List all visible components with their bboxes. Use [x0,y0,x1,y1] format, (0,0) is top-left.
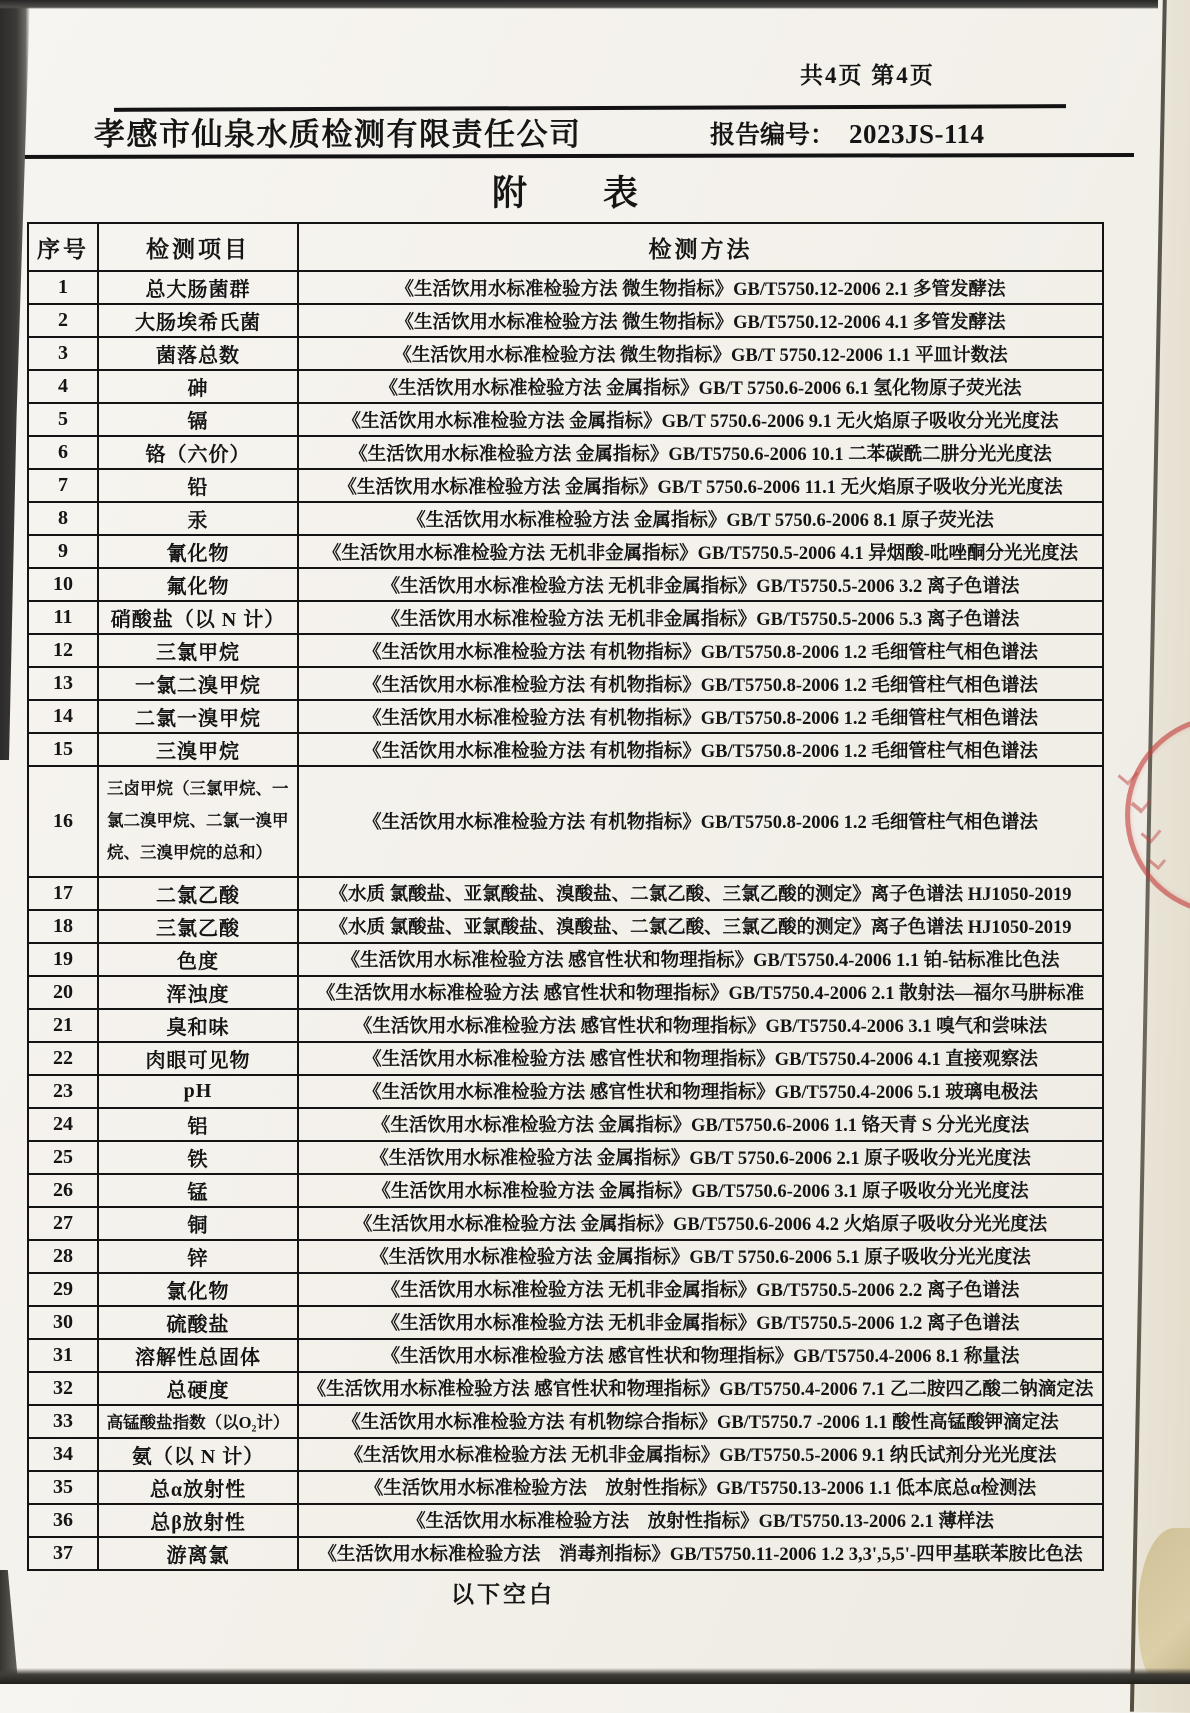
table-row [28,469,1103,502]
row-no: 1 [28,271,98,304]
row-no: 27 [28,1207,98,1240]
row-no: 14 [28,700,98,733]
row-no: 10 [28,568,98,601]
row-no: 25 [28,1141,98,1174]
row-no: 35 [28,1471,98,1504]
table-row [28,1273,1103,1306]
row-no: 5 [28,403,98,436]
row-item: 硫酸盐 [98,1306,298,1339]
row-item: 锰 [98,1174,298,1207]
row-no: 3 [28,337,98,370]
row-item: 一氯二溴甲烷 [98,667,298,700]
table-row [28,1240,1103,1273]
methods-table-body [28,271,1103,1570]
row-item: 铁 [98,1141,298,1174]
row-method: 《生活饮用水标准检验方法 金属指标》GB/T5750.6-2006 3.1 原子吸收分光光度法 [298,1174,1103,1207]
row-method: 《生活饮用水标准检验方法 感官性状和物理指标》GB/T5750.4-2006 2.1 散射法—福尔马肼标准 [298,976,1103,1009]
row-method: 《生活饮用水标准检验方法 无机非金属指标》GB/T5750.5-2006 1.2 离子色谱法 [298,1306,1103,1339]
table-row [28,502,1103,535]
row-method: 《生活饮用水标准检验方法 消毒剂指标》GB/T5750.11-2006 1.2 3,3',5,5'-四甲基联苯胺比色法 [298,1537,1103,1570]
scan-edge-left-bottom [0,1570,26,1684]
page-number-info: 共4页 第4页 [800,63,935,88]
row-method: 《生活饮用水标准检验方法 感官性状和物理指标》GB/T5750.4-2006 1.1 铂-钴标准比色法 [298,943,1103,976]
row-item: 总β放射性 [98,1504,298,1537]
row-method: 《生活饮用水标准检验方法 金属指标》GB/T5750.6-2006 1.1 铬天青 S 分光光度法 [298,1108,1103,1141]
row-no: 33 [28,1405,98,1438]
row-item: 硝酸盐（以 N 计） [98,601,298,634]
row-method: 《生活饮用水标准检验方法 金属指标》GB/T 5750.6-2006 2.1 原子吸收分光光度法 [298,1141,1103,1174]
table-row [28,568,1103,601]
row-method: 《生活饮用水标准检验方法 金属指标》GB/T 5750.6-2006 9.1 无火焰原子吸收分光光度法 [298,403,1103,436]
row-no: 7 [28,469,98,502]
row-method: 《生活饮用水标准检验方法 有机物指标》GB/T5750.8-2006 1.2 毛细管柱气相色谱法 [298,634,1103,667]
row-item: 三卤甲烷（三氯甲烷、一氯二溴甲烷、二氯一溴甲烷、三溴甲烷的总和） [98,766,298,877]
row-item: 游离氯 [98,1537,298,1570]
table-header-row [28,223,1103,271]
row-method: 《生活饮用水标准检验方法 无机非金属指标》GB/T5750.5-2006 3.2 离子色谱法 [298,568,1103,601]
table-row [28,910,1103,943]
row-no: 28 [28,1240,98,1273]
row-no: 34 [28,1438,98,1471]
row-item: 铜 [98,1207,298,1240]
scan-edge-top [0,0,1158,9]
table-row [28,943,1103,976]
report-number-value: 2023JS-114 [849,119,985,149]
row-no: 19 [28,943,98,976]
row-item: 二氯一溴甲烷 [98,700,298,733]
row-no: 4 [28,370,98,403]
table-row [28,1306,1103,1339]
row-item: 大肠埃希氏菌 [98,304,298,337]
row-item: 色度 [98,943,298,976]
row-item: 砷 [98,370,298,403]
row-item: 氯化物 [98,1273,298,1306]
row-no: 31 [28,1339,98,1372]
table-row [28,304,1103,337]
row-method: 《生活饮用水标准检验方法 微生物指标》GB/T5750.12-2006 2.1 多管发酵法 [298,271,1103,304]
row-item: 肉眼可见物 [98,1042,298,1075]
table-row [28,271,1103,304]
row-method: 《生活饮用水标准检验方法 感官性状和物理指标》GB/T5750.4-2006 8.1 称量法 [298,1339,1103,1372]
scan-edge-left [0,0,30,760]
row-method: 《生活饮用水标准检验方法 金属指标》GB/T 5750.6-2006 8.1 原子荧光法 [298,502,1103,535]
table-row [28,1339,1103,1372]
row-no: 17 [28,877,98,910]
row-no: 23 [28,1075,98,1108]
scan-edge-bottom [0,1668,1190,1684]
row-method: 《水质 氯酸盐、亚氯酸盐、溴酸盐、二氯乙酸、三氯乙酸的测定》离子色谱法 HJ1050-2019 [298,877,1103,910]
row-method: 《生活饮用水标准检验方法 微生物指标》GB/T5750.12-2006 4.1 多管发酵法 [298,304,1103,337]
row-item: 镉 [98,403,298,436]
row-item: 三氯乙酸 [98,910,298,943]
row-method: 《生活饮用水标准检验方法 无机非金属指标》GB/T5750.5-2006 2.2 离子色谱法 [298,1273,1103,1306]
table-row [28,634,1103,667]
test-methods-table [27,222,1104,1571]
table-row [28,700,1103,733]
blank-below-note: 以下空白 [451,1582,555,1607]
table-row [28,1372,1103,1405]
row-item: 氟化物 [98,568,298,601]
row-no: 22 [28,1042,98,1075]
row-item: 氨（以 N 计） [98,1438,298,1471]
row-item: 溶解性总固体 [98,1339,298,1372]
row-method: 《生活饮用水标准检验方法 微生物指标》GB/T 5750.12-2006 1.1 平皿计数法 [298,337,1103,370]
table-row [28,1042,1103,1075]
column-header-method: 检测方法 [298,223,1103,271]
row-method: 《生活饮用水标准检验方法 感官性状和物理指标》GB/T5750.4-2006 4.1 直接观察法 [298,1042,1103,1075]
row-item: 三氯甲烷 [98,634,298,667]
row-method: 《生活饮用水标准检验方法 无机非金属指标》GB/T5750.5-2006 9.1 纳氏试剂分光光度法 [298,1438,1103,1471]
table-row [28,1108,1103,1141]
table-row [28,337,1103,370]
table-row [28,766,1103,877]
row-method: 《生活饮用水标准检验方法 金属指标》GB/T 5750.6-2006 5.1 原子吸收分光光度法 [298,1240,1103,1273]
row-no: 15 [28,733,98,766]
table-row [28,1438,1103,1471]
row-method: 《生活饮用水标准检验方法 金属指标》GB/T 5750.6-2006 6.1 氢化物原子荧光法 [298,370,1103,403]
table-row [28,1537,1103,1570]
table-row [28,976,1103,1009]
row-item: 铬（六价） [98,436,298,469]
row-method: 《生活饮用水标准检验方法 无机非金属指标》GB/T5750.5-2006 4.1 异烟酸-吡唑酮分光光度法 [298,535,1103,568]
table-row [28,1471,1103,1504]
row-no: 9 [28,535,98,568]
table-row [28,877,1103,910]
row-no: 12 [28,634,98,667]
company-name: 孝感市仙泉水质检测有限责任公司 [94,117,582,152]
row-item: 浑浊度 [98,976,298,1009]
row-item: 三溴甲烷 [98,733,298,766]
column-header-no: 序号 [28,223,98,271]
table-row [28,601,1103,634]
row-item: 高锰酸盐指数（以O₂计） [98,1405,298,1438]
row-method: 《生活饮用水标准检验方法 感官性状和物理指标》GB/T5750.4-2006 3.1 嗅气和尝味法 [298,1009,1103,1042]
row-method: 《生活饮用水标准检验方法 有机物指标》GB/T5750.8-2006 1.2 毛细管柱气相色谱法 [298,700,1103,733]
row-no: 26 [28,1174,98,1207]
report-number-label: 报告编号： [710,122,836,149]
page-title: 附 表 [491,174,640,213]
table-row [28,1174,1103,1207]
row-no: 11 [28,601,98,634]
row-method: 《生活饮用水标准检验方法 无机非金属指标》GB/T5750.5-2006 5.3 离子色谱法 [298,601,1103,634]
table-row [28,370,1103,403]
row-item: 总大肠菌群 [98,271,298,304]
table-row [28,403,1103,436]
row-item: 汞 [98,502,298,535]
table-row [28,1504,1103,1537]
row-no: 37 [28,1537,98,1570]
row-no: 2 [28,304,98,337]
report-number-line [710,115,1130,151]
row-no: 24 [28,1108,98,1141]
row-no: 30 [28,1306,98,1339]
row-no: 16 [28,766,98,877]
row-method: 《生活饮用水标准检验方法 有机物综合指标》GB/T5750.7 -2006 1.1 酸性高锰酸钾滴定法 [298,1405,1103,1438]
row-method: 《生活饮用水标准检验方法 放射性指标》GB/T5750.13-2006 2.1 薄样法 [298,1504,1103,1537]
row-item: 总α放射性 [98,1471,298,1504]
table-row [28,1009,1103,1042]
row-no: 32 [28,1372,98,1405]
table-row [28,1141,1103,1174]
row-item: 总硬度 [98,1372,298,1405]
table-row [28,1207,1103,1240]
row-item: 二氯乙酸 [98,877,298,910]
row-no: 6 [28,436,98,469]
table-row [28,436,1103,469]
row-no: 29 [28,1273,98,1306]
row-no: 36 [28,1504,98,1537]
row-item: 铅 [98,469,298,502]
row-no: 8 [28,502,98,535]
row-item: pH [98,1075,298,1108]
table-row [28,667,1103,700]
row-method: 《水质 氯酸盐、亚氯酸盐、溴酸盐、二氯乙酸、三氯乙酸的测定》离子色谱法 HJ1050-2019 [298,910,1103,943]
column-header-item: 检测项目 [98,223,298,271]
row-no: 21 [28,1009,98,1042]
row-no: 20 [28,976,98,1009]
row-method: 《生活饮用水标准检验方法 感官性状和物理指标》GB/T5750.4-2006 7.1 乙二胺四乙酸二钠滴定法 [298,1372,1103,1405]
table-row [28,1075,1103,1108]
table-row [28,1405,1103,1438]
row-method: 《生活饮用水标准检验方法 有机物指标》GB/T5750.8-2006 1.2 毛细管柱气相色谱法 [298,733,1103,766]
row-item: 臭和味 [98,1009,298,1042]
row-method: 《生活饮用水标准检验方法 金属指标》GB/T 5750.6-2006 11.1 无火焰原子吸收分光光度法 [298,469,1103,502]
red-seal-arc [1125,715,1190,915]
table-row [28,733,1103,766]
row-method: 《生活饮用水标准检验方法 有机物指标》GB/T5750.8-2006 1.2 毛细管柱气相色谱法 [298,766,1103,877]
row-item: 铝 [98,1108,298,1141]
row-method: 《生活饮用水标准检验方法 放射性指标》GB/T5750.13-2006 1.1 低本底总α检测法 [298,1471,1103,1504]
header-rule-bottom [0,153,1134,159]
table-row [28,535,1103,568]
row-item: 氰化物 [98,535,298,568]
row-item: 锌 [98,1240,298,1273]
row-method: 《生活饮用水标准检验方法 金属指标》GB/T5750.6-2006 4.2 火焰原子吸收分光光度法 [298,1207,1103,1240]
row-method: 《生活饮用水标准检验方法 金属指标》GB/T5750.6-2006 10.1 二苯碳酰二肼分光光度法 [298,436,1103,469]
row-no: 18 [28,910,98,943]
row-item: 菌落总数 [98,337,298,370]
row-method: 《生活饮用水标准检验方法 有机物指标》GB/T5750.8-2006 1.2 毛细管柱气相色谱法 [298,667,1103,700]
row-method: 《生活饮用水标准检验方法 感官性状和物理指标》GB/T5750.4-2006 5.1 玻璃电极法 [298,1075,1103,1108]
row-no: 13 [28,667,98,700]
